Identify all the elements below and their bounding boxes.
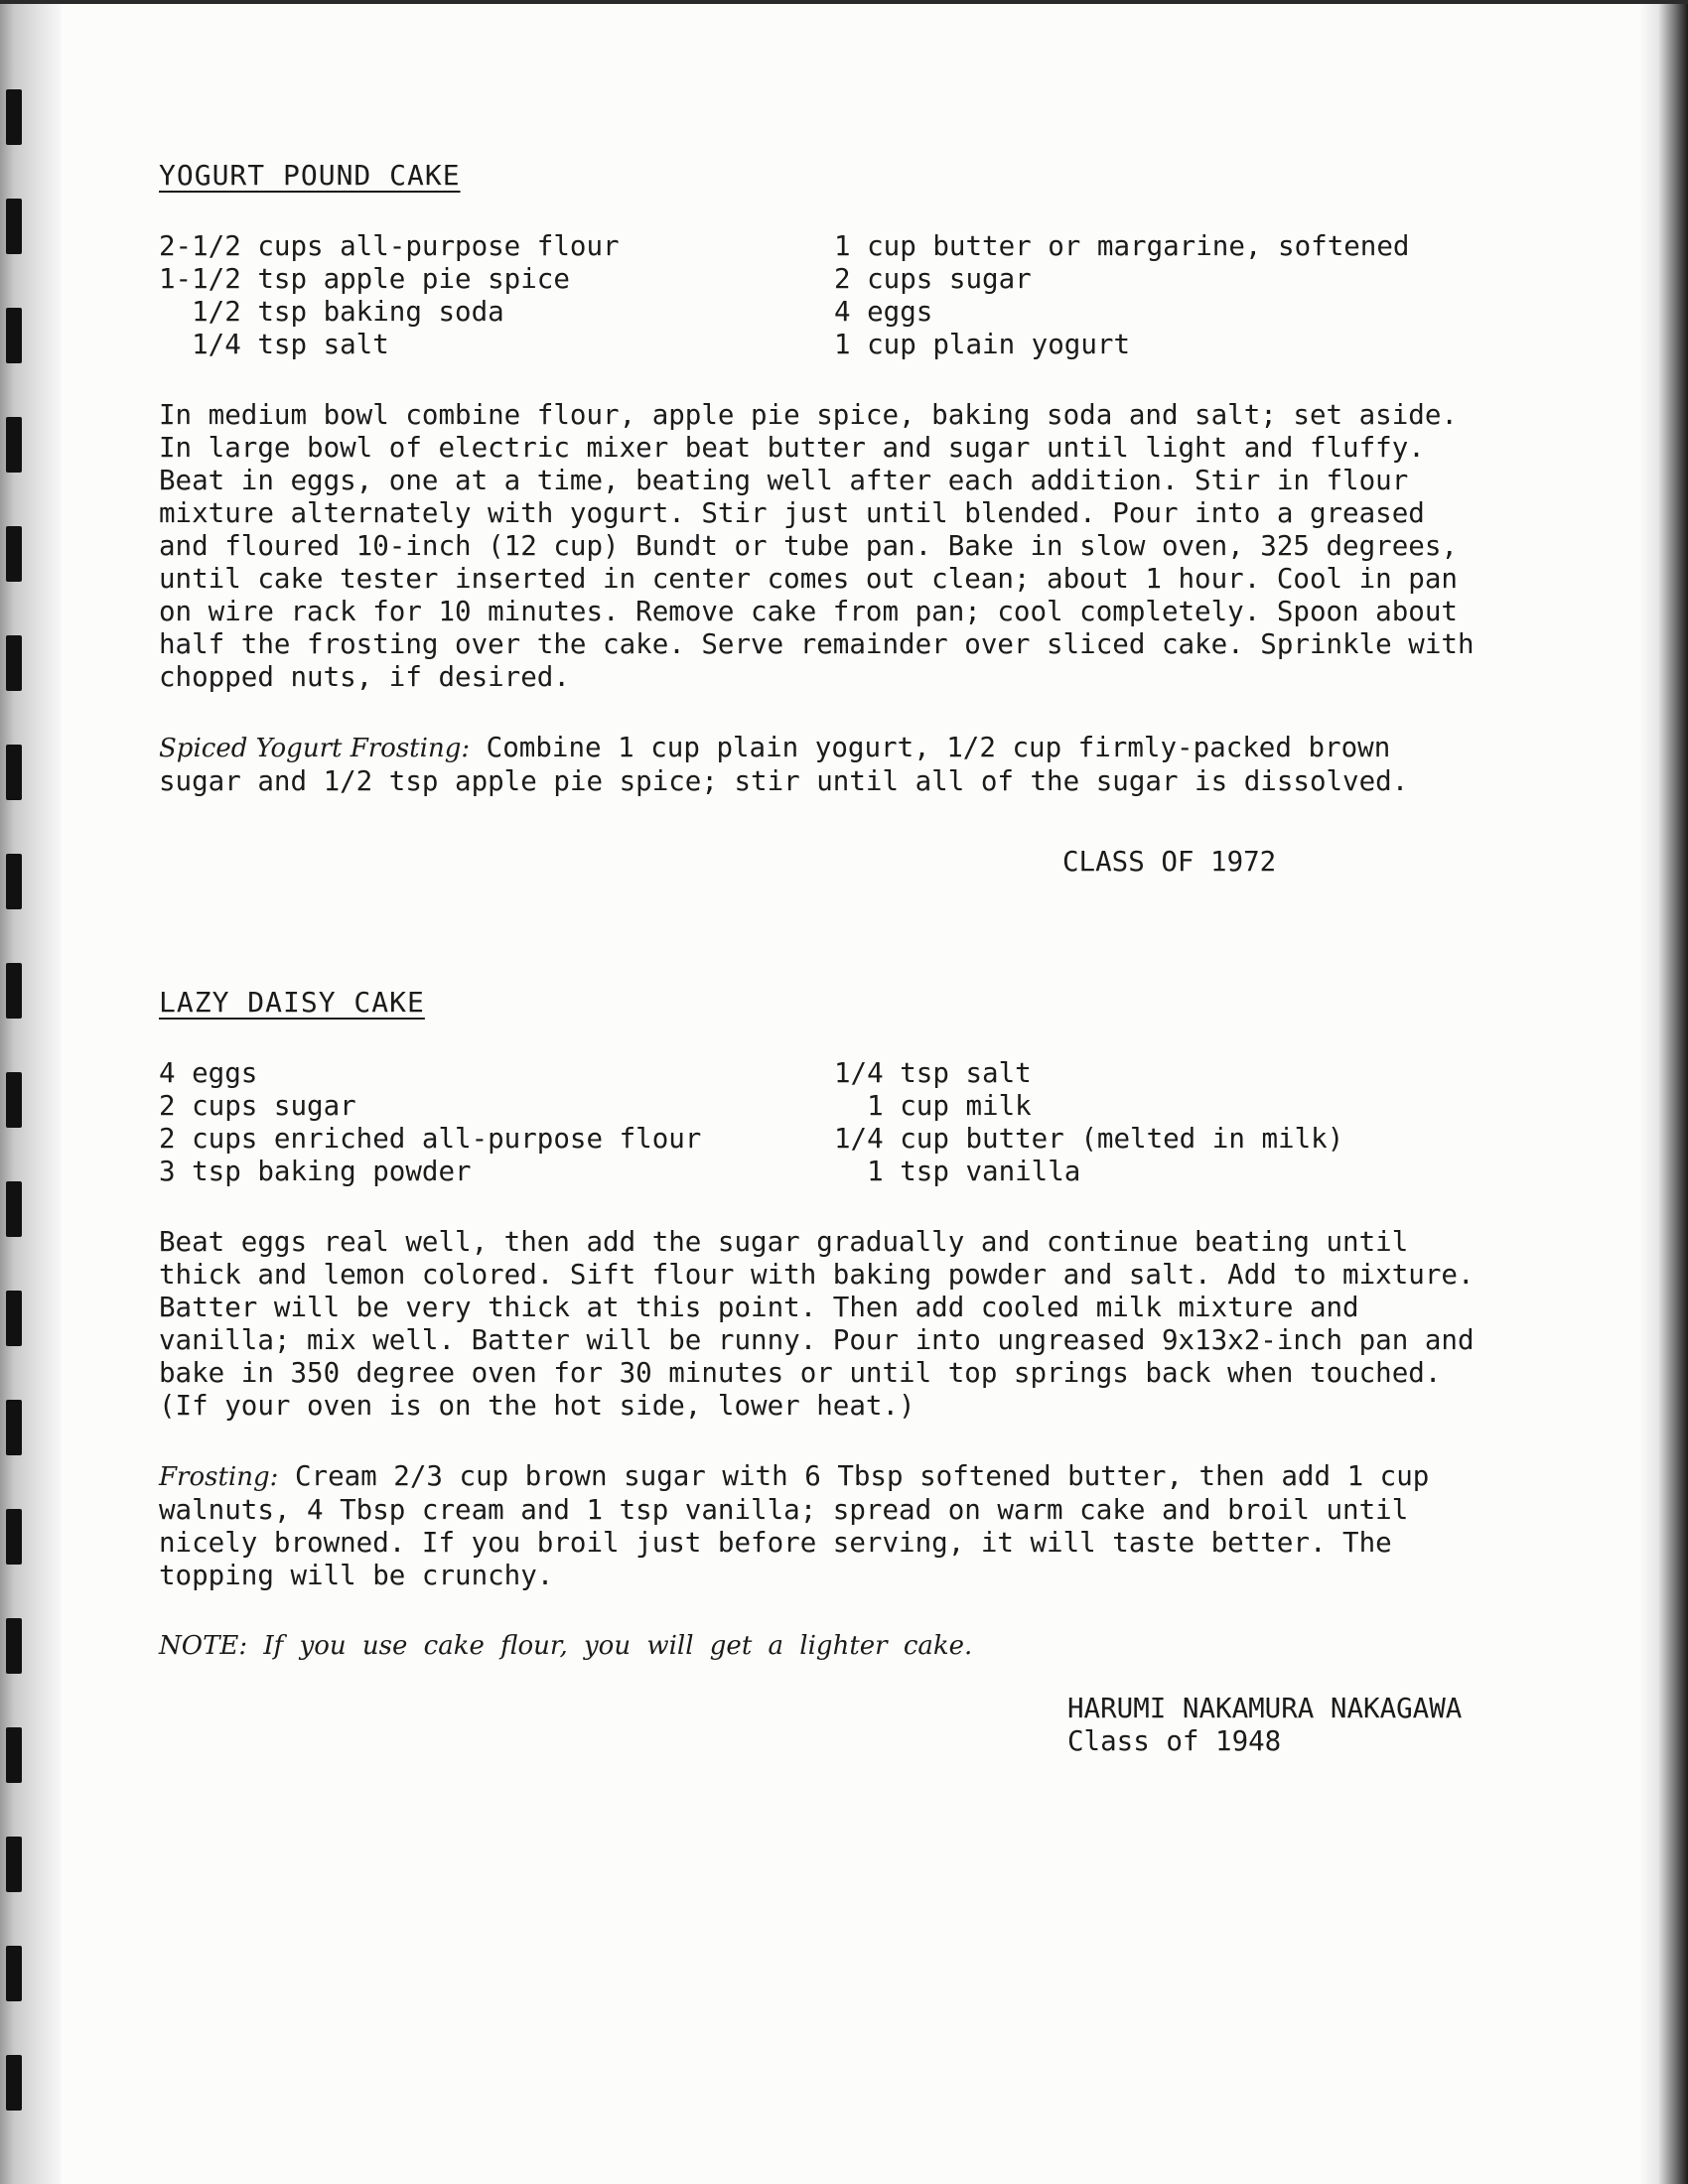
binding-hole <box>6 854 22 909</box>
binding-hole <box>6 2055 22 2111</box>
binding-hole <box>6 89 22 145</box>
spiral-binding <box>0 0 62 2184</box>
ingredient-list <box>159 230 1529 361</box>
ingredient-item: 1 tsp vanilla <box>834 1156 1081 1187</box>
recipe-note: NOTE: If you use cake flour, you will get a lighter cake. <box>159 1631 973 1661</box>
ingredient-item: 1-1/2 tsp apple pie spice <box>159 263 570 295</box>
cookbook-page <box>159 159 1529 1758</box>
ingredient-item: 1/4 tsp salt <box>159 329 389 360</box>
credit-class: Class of 1948 <box>1067 1725 1282 1757</box>
recipe-directions <box>159 399 1484 694</box>
frosting-label: Spiced Yogurt Frosting: <box>159 734 471 763</box>
ingredient-item: 1 cup plain yogurt <box>834 329 1131 360</box>
credit-name: HARUMI NAKAMURA NAKAGAWA <box>1067 1693 1463 1724</box>
binding-hole <box>6 745 22 800</box>
binding-hole <box>6 199 22 254</box>
frosting-label: Frosting: <box>159 1462 279 1492</box>
directions-text: Beat eggs real well, then add the sugar gradually and continue beating until thick and lemon colored. Sift flour with baking powder and salt. Add to mixture. Batter will be very thick at this point. Then add cooled milk mixture and vanilla; mix well. Batter will be runny. Pour into ungreased 9x13x2-inch pan and bake in 350 degree oven for 30 minutes or until top springs back when touched. (If your oven is on the hot side, lower heat.) <box>159 1226 1475 1422</box>
binding-hole <box>6 417 22 473</box>
ingredient-item: 2 cups sugar <box>834 263 1032 295</box>
binding-hole <box>6 1727 22 1783</box>
recipe-yogurt-pound-cake <box>159 159 1529 879</box>
recipe-lazy-daisy-cake <box>159 986 1529 1758</box>
binding-hole <box>6 1618 22 1674</box>
binding-hole <box>6 526 22 582</box>
recipe-title: YOGURT POUND CAKE <box>159 159 461 192</box>
ingredient-column-left <box>159 230 834 361</box>
ingredient-item: 2 cups enriched all-purpose flour <box>159 1123 702 1155</box>
binding-hole <box>6 308 22 363</box>
frosting-text: Combine 1 cup plain yogurt, 1/2 cup firmly-packed brown sugar and 1/2 tsp apple pie spice; stir until all of the sugar is dissolved. <box>159 732 1409 797</box>
recipe-credit: CLASS OF 1972 <box>1062 846 1277 878</box>
page-edge-shadow <box>1640 0 1688 2184</box>
binding-hole <box>6 1509 22 1565</box>
ingredient-item: 4 eggs <box>834 296 933 328</box>
directions-text: In medium bowl combine flour, apple pie spice, baking soda and salt; set aside. In large bowl of electric mixer beat butter and sugar until light and fluffy. Beat in eggs, one at a time, beating well after each addition. Stir in flour mixture alternately with yogurt. Stir just until blended. Pour into a greased and floured 10-inch (12 cup) Bundt or tube pan. Bake in slow oven, 325 degrees, until cake tester inserted in center comes out clean; about 1 hour. Cool in pan on wire rack for 10 minutes. Remove cake from pan; cool completely. Spoon about half the frosting over the cake. Serve remainder over sliced cake. Sprinkle with chopped nuts, if desired. <box>159 399 1475 693</box>
ingredient-column-left <box>159 1057 834 1188</box>
page-top-edge <box>0 0 1688 4</box>
ingredient-item: 1/2 tsp baking soda <box>159 296 504 328</box>
section-spacer <box>159 879 1529 986</box>
binding-hole <box>6 635 22 691</box>
ingredient-item: 2 cups sugar <box>159 1090 356 1122</box>
recipe-title: LAZY DAISY CAKE <box>159 986 425 1019</box>
ingredient-item: 4 eggs <box>159 1057 258 1089</box>
binding-hole <box>6 1181 22 1237</box>
binding-hole <box>6 963 22 1019</box>
ingredient-item: 1/4 tsp salt <box>834 1057 1032 1089</box>
binding-hole <box>6 1072 22 1128</box>
ingredient-item: 3 tsp baking powder <box>159 1156 472 1187</box>
ingredient-item: 1 cup milk <box>834 1090 1032 1122</box>
frosting-instructions <box>159 1460 1484 1592</box>
binding-hole <box>6 1291 22 1346</box>
recipe-directions <box>159 1226 1484 1423</box>
ingredient-column-right <box>834 230 1509 361</box>
ingredient-column-right <box>834 1057 1509 1188</box>
binding-hole <box>6 1946 22 2001</box>
ingredient-list <box>159 1057 1529 1188</box>
binding-hole <box>6 1837 22 1892</box>
ingredient-item: 2-1/2 cups all-purpose flour <box>159 230 620 262</box>
recipe-credit <box>1067 1693 1529 1758</box>
frosting-text: Cream 2/3 cup brown sugar with 6 Tbsp softened butter, then add 1 cup walnuts, 4 Tbsp cream and 1 tsp vanilla; spread on warm cake and broil until nicely browned. If you broil just before serving, it will taste better. The topping will be crunchy. <box>159 1460 1430 1591</box>
frosting-instructions <box>159 732 1484 798</box>
ingredient-item: 1/4 cup butter (melted in milk) <box>834 1123 1344 1155</box>
ingredient-item: 1 cup butter or margarine, softened <box>834 230 1410 262</box>
binding-hole <box>6 1400 22 1455</box>
